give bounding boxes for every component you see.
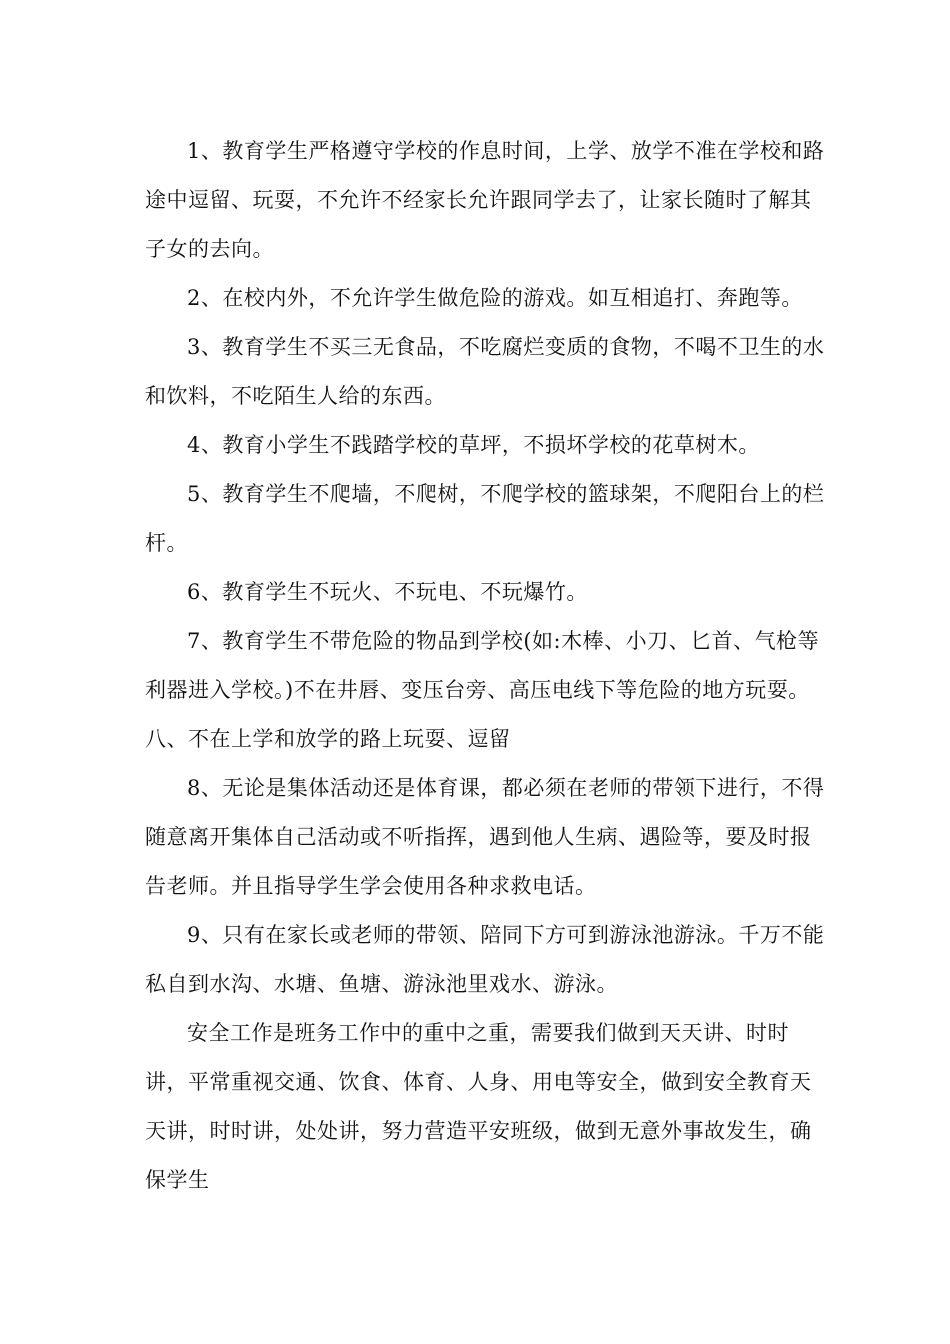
paragraph-rule-6: 6、教育学生不玩火、不玩电、不玩爆竹。 [187,580,588,604]
paragraph-summary: 安全工作是班务工作中的重中之重，需要我们做到天天讲、时时讲，平常重视交通、饮食、体育、人身、用电等安全，做到安全教育天天讲，时时讲，处处讲，努力营造平安班级，做到无意外事故发生，确保学生 [145,1021,812,1192]
paragraph-rule-4: 4、教育小学生不践踏学校的草坪，不损坏学校的花草树木。 [187,433,760,457]
paragraph-rule-3: 3、教育学生不买三无食品，不吃腐烂变质的食物，不喝不卫生的水和饮料，不吃陌生人给的东西。 [145,335,825,408]
paragraph-rule-7: 7、教育学生不带危险的物品到学校(如:木棒、小刀、匕首、气枪等利器进入学校。)不在井唇、变压台旁、高压电线下等危险的地方玩耍。八、不在上学和放学的路上玩耍、逗留 [145,629,820,751]
paragraph-rule-1: 1、教育学生严格遵守学校的作息时间，上学、放学不准在学校和路途中逗留、玩耍，不允许不经家长允许跟同学去了，让家长随时了解其子女的去向。 [145,139,825,261]
document-body [145,127,825,1205]
paragraph-rule-2: 2、在校内外，不允许学生做危险的游戏。如互相追打、奔跑等。 [187,286,803,310]
paragraph-rule-9: 9、只有在家长或老师的带领、陪同下方可到游泳池游泳。千万不能私自到水沟、水塘、鱼塘、游泳池里戏水、游泳。 [145,923,825,996]
paragraph-rule-5: 5、教育学生不爬墙，不爬树，不爬学校的篮球架，不爬阳台上的栏杆。 [145,482,825,555]
paragraph-rule-8: 8、无论是集体活动还是体育课，都必须在老师的带领下进行，不得随意离开集体自己活动或不听指挥，遇到他人生病、遇险等，要及时报告老师。并且指导学生学会使用各种求救电话。 [145,776,825,898]
